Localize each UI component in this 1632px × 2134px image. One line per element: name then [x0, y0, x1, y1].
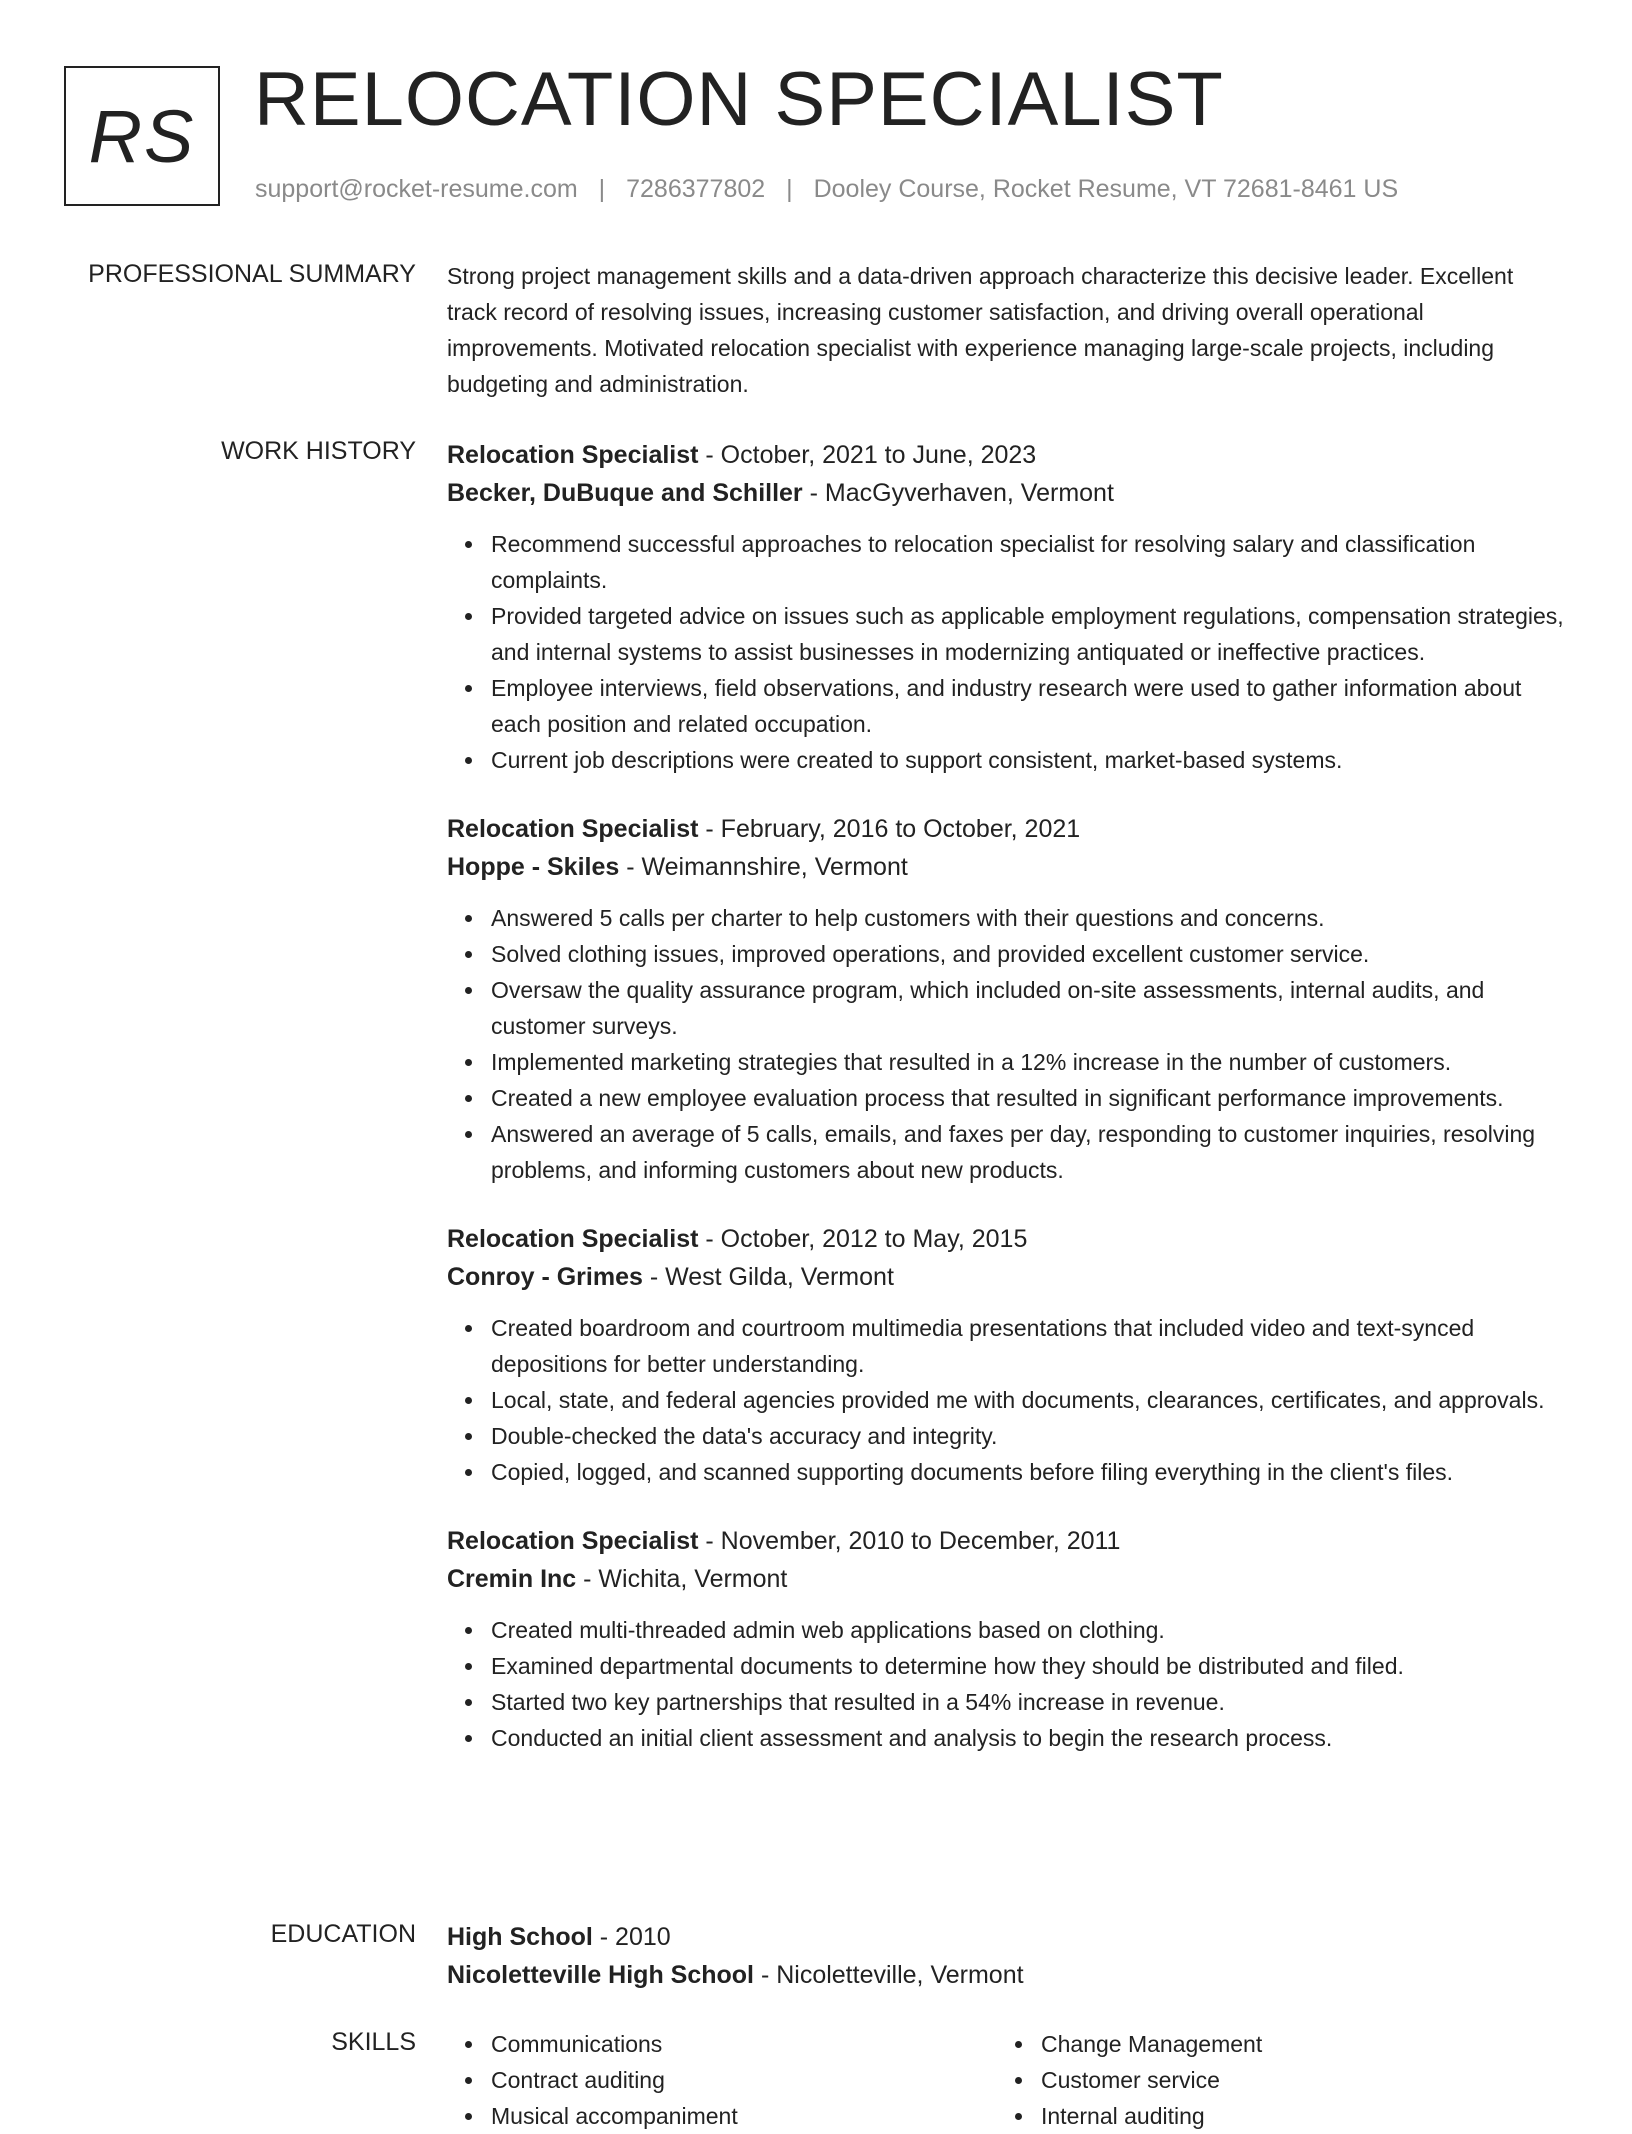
skill-item: Contract auditing: [491, 2062, 997, 2098]
job-dates: - October, 2012 to May, 2015: [698, 1225, 1028, 1253]
job-entry: [447, 1522, 1567, 1756]
list-item: Oversaw the quality assurance program, which included on-site assessments, internal audits, and customer surveys.: [491, 972, 1567, 1044]
list-item: Recommend successful approaches to relocation specialist for resolving salary and classification complaints.: [491, 526, 1567, 598]
summary-text: Strong project management skills and a data-driven approach characterize this decisive leader. Excellent track record of resolving issues, increasing customer satisfaction, and driving overall operational improvements. Motivated relocation specialist with experience managing large-scale projects, including budgeting and administration.: [447, 263, 1514, 397]
list-item: Current job descriptions were created to support consistent, market-based systems.: [491, 742, 1567, 778]
company-line: [447, 474, 1567, 512]
company-location: - MacGyverhaven, Vermont: [802, 479, 1114, 507]
skills-list: [447, 2026, 1567, 2134]
job-dates: - February, 2016 to October, 2021: [698, 815, 1081, 843]
degree: High School: [447, 1923, 593, 1951]
list-item: Conducted an initial client assessment and analysis to begin the research process.: [491, 1720, 1567, 1756]
contact-separator: |: [786, 175, 793, 203]
list-item: Copied, logged, and scanned supporting documents before filing everything in the client's files.: [491, 1454, 1567, 1490]
degree-line: [447, 1918, 1567, 1956]
list-item: Provided targeted advice on issues such as applicable employment regulations, compensation strategies, and internal systems to assist businesses in modernizing antiquated or ineffective practices.: [491, 598, 1567, 670]
job-title: Relocation Specialist: [447, 1225, 699, 1253]
job-entry: [447, 1220, 1567, 1490]
list-item: Created a new employee evaluation process that resulted in significant performance improvements.: [491, 1080, 1567, 1116]
monogram-badge: RS: [64, 66, 220, 206]
list-item: Started two key partnerships that resulted in a 54% increase in revenue.: [491, 1684, 1567, 1720]
job-title: Relocation Specialist: [447, 1527, 699, 1555]
company-line: [447, 848, 1567, 886]
school-name: Nicoletteville High School: [447, 1961, 754, 1989]
list-item: Implemented marketing strategies that resulted in a 12% increase in the number of customers.: [491, 1044, 1567, 1080]
company-name: Conroy - Grimes: [447, 1263, 643, 1291]
list-item: Local, state, and federal agencies provided me with documents, clearances, certificates, and approvals.: [491, 1382, 1567, 1418]
company-line: [447, 1560, 1567, 1598]
job-title-line: [447, 436, 1567, 474]
job-title: Relocation Specialist: [447, 815, 699, 843]
company-location: - West Gilda, Vermont: [642, 1263, 894, 1291]
list-item: Created boardroom and courtroom multimedia presentations that included video and text-synced depositions for better understanding.: [491, 1310, 1567, 1382]
skill-item: Communications: [491, 2026, 997, 2062]
list-item: Employee interviews, field observations, and industry research were used to gather information about each position and related occupation.: [491, 670, 1567, 742]
job-dates: - November, 2010 to December, 2011: [698, 1527, 1121, 1555]
contact-line: [255, 175, 1398, 204]
skills-bullets: [997, 2026, 1547, 2134]
job-bullets: [447, 900, 1567, 1188]
section-label-education: EDUCATION: [270, 1920, 416, 1948]
contact-phone[interactable]: 7286377802: [626, 175, 766, 203]
contact-separator: |: [598, 175, 606, 203]
job-title: Relocation Specialist: [447, 441, 699, 469]
section-label-skills: SKILLS: [331, 2028, 416, 2056]
company-name: Cremin Inc: [447, 1565, 577, 1593]
company-line: [447, 1258, 1567, 1296]
skill-item: Change Management: [1041, 2026, 1547, 2062]
section-label-work-history: WORK HISTORY: [221, 437, 416, 465]
company-name: Hoppe - Skiles: [447, 853, 620, 881]
job-bullets: [447, 1612, 1567, 1756]
list-item: Answered an average of 5 calls, emails, and faxes per day, responding to customer inquiries, resolving problems, and informing customers about new products.: [491, 1116, 1567, 1188]
job-title-line: [447, 810, 1567, 848]
list-item: Solved clothing issues, improved operations, and provided excellent customer service.: [491, 936, 1567, 972]
skill-item: Internal auditing: [1041, 2098, 1547, 2134]
job-title-line: [447, 1522, 1567, 1560]
job-bullets: [447, 526, 1567, 778]
skill-item: Musical accompaniment: [491, 2098, 997, 2134]
list-item: Examined departmental documents to determine how they should be distributed and filed.: [491, 1648, 1567, 1684]
job-entry: [447, 436, 1567, 778]
contact-email[interactable]: support@rocket-resume.com: [255, 175, 578, 203]
education-year: - 2010: [592, 1923, 671, 1951]
education-entry: [447, 1918, 1567, 1994]
company-location: - Wichita, Vermont: [576, 1565, 788, 1593]
contact-address: Dooley Course, Rocket Resume, VT 72681-8461 US: [813, 175, 1399, 203]
skills-bullets: [447, 2026, 997, 2134]
job-entry: [447, 810, 1567, 1188]
skill-item: Customer service: [1041, 2062, 1547, 2098]
school-line: [447, 1956, 1567, 1994]
skills-grid: [447, 2026, 1567, 2134]
job-title-line: [447, 1220, 1567, 1258]
list-item: Created multi-threaded admin web applications based on clothing.: [491, 1612, 1567, 1648]
job-bullets: [447, 1310, 1567, 1490]
section-label-summary: PROFESSIONAL SUMMARY: [88, 260, 416, 288]
work-history-list: [447, 436, 1567, 1756]
skills-column-right: [997, 2026, 1547, 2134]
skills-column-left: [447, 2026, 997, 2134]
company-name: Becker, DuBuque and Schiller: [447, 479, 803, 507]
school-location: - Nicoletteville, Vermont: [754, 1961, 1024, 1989]
company-location: - Weimannshire, Vermont: [619, 853, 908, 881]
list-item: Answered 5 calls per charter to help customers with their questions and concerns.: [491, 900, 1567, 936]
resume-title: RELOCATION SPECIALIST: [254, 57, 1224, 142]
list-item: Double-checked the data's accuracy and integrity.: [491, 1418, 1567, 1454]
job-dates: - October, 2021 to June, 2023: [698, 441, 1037, 469]
